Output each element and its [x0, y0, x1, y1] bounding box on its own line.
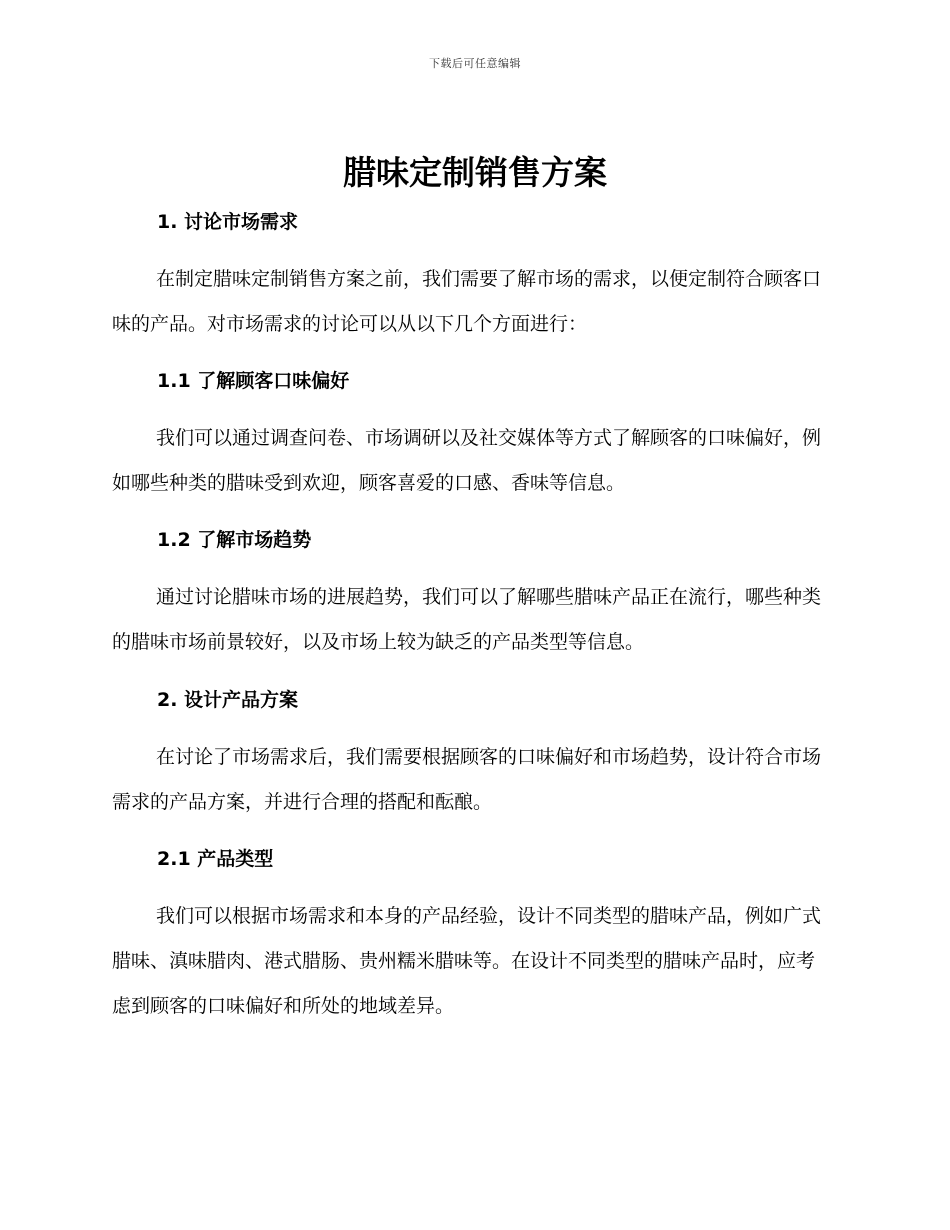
section-paragraph-2: 在讨论了市场需求后，我们需要根据顾客的口味偏好和市场趋势，设计符合市场需求的产品方案，并进行合理的搭配和酝酿。 [112, 746, 822, 813]
section-heading-2: 2. 设计产品方案 [157, 689, 299, 711]
section-paragraph-1-1: 我们可以通过调查问卷、市场调研以及社交媒体等方式了解顾客的口味偏好，例如哪些种类的腊味受到欢迎，顾客喜爱的口感、香味等信息。 [112, 427, 822, 494]
section-paragraph-1: 在制定腊味定制销售方案之前，我们需要了解市场的需求，以便定制符合顾客口味的产品。对市场需求的讨论可以从以下几个方面进行： [112, 268, 822, 335]
header-note: 下载后可任意编辑 [429, 57, 521, 70]
section-heading-1-1: 1.1 了解顾客口味偏好 [157, 370, 350, 392]
section-paragraph-1-2: 通过讨论腊味市场的进展趋势，我们可以了解哪些腊味产品正在流行，哪些种类的腊味市场前景较好，以及市场上较为缺乏的产品类型等信息。 [112, 586, 822, 653]
document-title: 腊味定制销售方案 [343, 153, 607, 192]
section-heading-1-2: 1.2 了解市场趋势 [157, 529, 312, 551]
section-heading-1: 1. 讨论市场需求 [157, 211, 299, 233]
section-heading-2-1: 2.1 产品类型 [157, 848, 274, 870]
section-paragraph-2-1: 我们可以根据市场需求和本身的产品经验，设计不同类型的腊味产品，例如广式腊味、滇味腊肉、港式腊肠、贵州糯米腊味等。在设计不同类型的腊味产品时，应考虑到顾客的口味偏好和所处的地域差异。 [112, 905, 822, 1017]
